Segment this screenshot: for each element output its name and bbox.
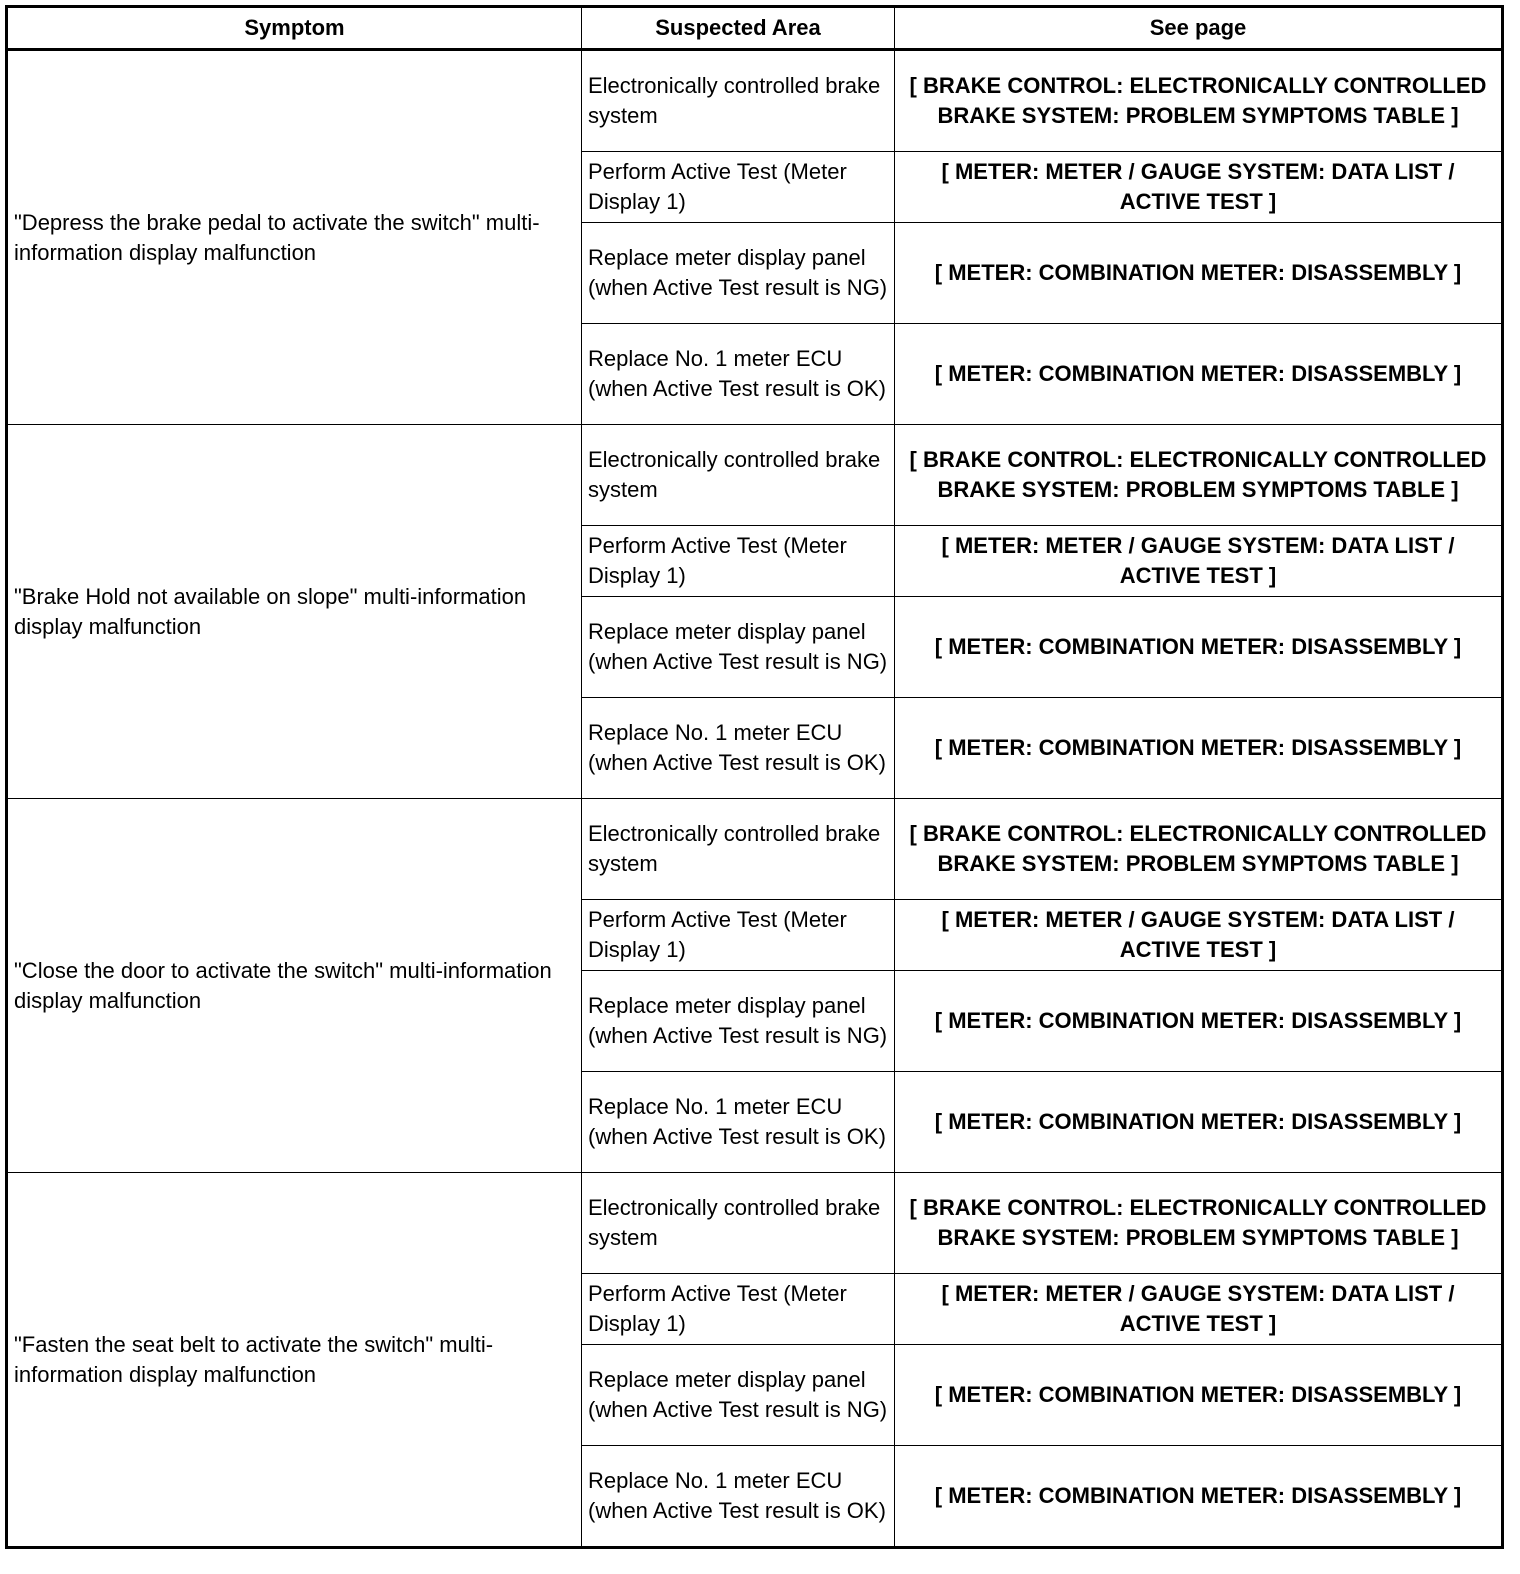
see-page-link[interactable]: [ BRAKE CONTROL: ELECTRONICALLY CONTROLLED BRAKE SYSTEM: PROBLEM SYMPTOMS TABLE ] bbox=[895, 425, 1503, 526]
suspected-area-cell: Replace No. 1 meter ECU (when Active Test result is OK) bbox=[582, 324, 895, 425]
see-page-link[interactable]: [ METER: METER / GAUGE SYSTEM: DATA LIST / ACTIVE TEST ] bbox=[895, 900, 1503, 971]
problem-symptoms-table bbox=[5, 5, 1504, 1549]
suspected-area-cell: Replace No. 1 meter ECU (when Active Test result is OK) bbox=[582, 1072, 895, 1173]
suspected-area-cell: Replace meter display panel (when Active Test result is NG) bbox=[582, 971, 895, 1072]
suspected-area-cell: Electronically controlled brake system bbox=[582, 425, 895, 526]
table-row bbox=[7, 425, 1503, 526]
table-header-row bbox=[7, 7, 1503, 50]
suspected-area-cell: Replace meter display panel (when Active Test result is NG) bbox=[582, 597, 895, 698]
see-page-link[interactable]: [ METER: METER / GAUGE SYSTEM: DATA LIST / ACTIVE TEST ] bbox=[895, 526, 1503, 597]
see-page-link[interactable]: [ METER: METER / GAUGE SYSTEM: DATA LIST / ACTIVE TEST ] bbox=[895, 152, 1503, 223]
see-page-link[interactable]: [ METER: COMBINATION METER: DISASSEMBLY ] bbox=[895, 971, 1503, 1072]
see-page-link[interactable]: [ METER: COMBINATION METER: DISASSEMBLY ] bbox=[895, 324, 1503, 425]
table-row bbox=[7, 799, 1503, 900]
symptom-cell: "Close the door to activate the switch" multi-information display malfunction bbox=[7, 799, 582, 1173]
suspected-area-cell: Replace meter display panel (when Active Test result is NG) bbox=[582, 1345, 895, 1446]
suspected-area-cell: Perform Active Test (Meter Display 1) bbox=[582, 526, 895, 597]
table-row bbox=[7, 50, 1503, 152]
suspected-area-cell: Replace meter display panel (when Active Test result is NG) bbox=[582, 223, 895, 324]
suspected-area-cell: Electronically controlled brake system bbox=[582, 1173, 895, 1274]
suspected-area-cell: Replace No. 1 meter ECU (when Active Test result is OK) bbox=[582, 1446, 895, 1548]
see-page-link[interactable]: [ BRAKE CONTROL: ELECTRONICALLY CONTROLLED BRAKE SYSTEM: PROBLEM SYMPTOMS TABLE ] bbox=[895, 1173, 1503, 1274]
see-page-link[interactable]: [ METER: METER / GAUGE SYSTEM: DATA LIST / ACTIVE TEST ] bbox=[895, 1274, 1503, 1345]
see-page-link[interactable]: [ METER: COMBINATION METER: DISASSEMBLY ] bbox=[895, 1345, 1503, 1446]
see-page-link[interactable]: [ METER: COMBINATION METER: DISASSEMBLY ] bbox=[895, 698, 1503, 799]
suspected-area-cell: Perform Active Test (Meter Display 1) bbox=[582, 152, 895, 223]
symptom-cell: "Brake Hold not available on slope" multi-information display malfunction bbox=[7, 425, 582, 799]
suspected-area-cell: Perform Active Test (Meter Display 1) bbox=[582, 900, 895, 971]
see-page-link[interactable]: [ BRAKE CONTROL: ELECTRONICALLY CONTROLLED BRAKE SYSTEM: PROBLEM SYMPTOMS TABLE ] bbox=[895, 799, 1503, 900]
suspected-area-cell: Electronically controlled brake system bbox=[582, 799, 895, 900]
suspected-area-cell: Electronically controlled brake system bbox=[582, 50, 895, 152]
symptom-cell: "Fasten the seat belt to activate the switch" multi-information display malfunction bbox=[7, 1173, 582, 1548]
see-page-link[interactable]: [ METER: COMBINATION METER: DISASSEMBLY ] bbox=[895, 1072, 1503, 1173]
see-page-link[interactable]: [ METER: COMBINATION METER: DISASSEMBLY ] bbox=[895, 1446, 1503, 1548]
header-suspected-area: Suspected Area bbox=[582, 7, 895, 50]
header-see-page: See page bbox=[895, 7, 1503, 50]
see-page-link[interactable]: [ BRAKE CONTROL: ELECTRONICALLY CONTROLLED BRAKE SYSTEM: PROBLEM SYMPTOMS TABLE ] bbox=[895, 50, 1503, 152]
suspected-area-cell: Replace No. 1 meter ECU (when Active Test result is OK) bbox=[582, 698, 895, 799]
symptom-cell: "Depress the brake pedal to activate the switch" multi-information display malfunction bbox=[7, 50, 582, 425]
table-row bbox=[7, 1173, 1503, 1274]
see-page-link[interactable]: [ METER: COMBINATION METER: DISASSEMBLY ] bbox=[895, 223, 1503, 324]
see-page-link[interactable]: [ METER: COMBINATION METER: DISASSEMBLY ] bbox=[895, 597, 1503, 698]
suspected-area-cell: Perform Active Test (Meter Display 1) bbox=[582, 1274, 895, 1345]
header-symptom: Symptom bbox=[7, 7, 582, 50]
